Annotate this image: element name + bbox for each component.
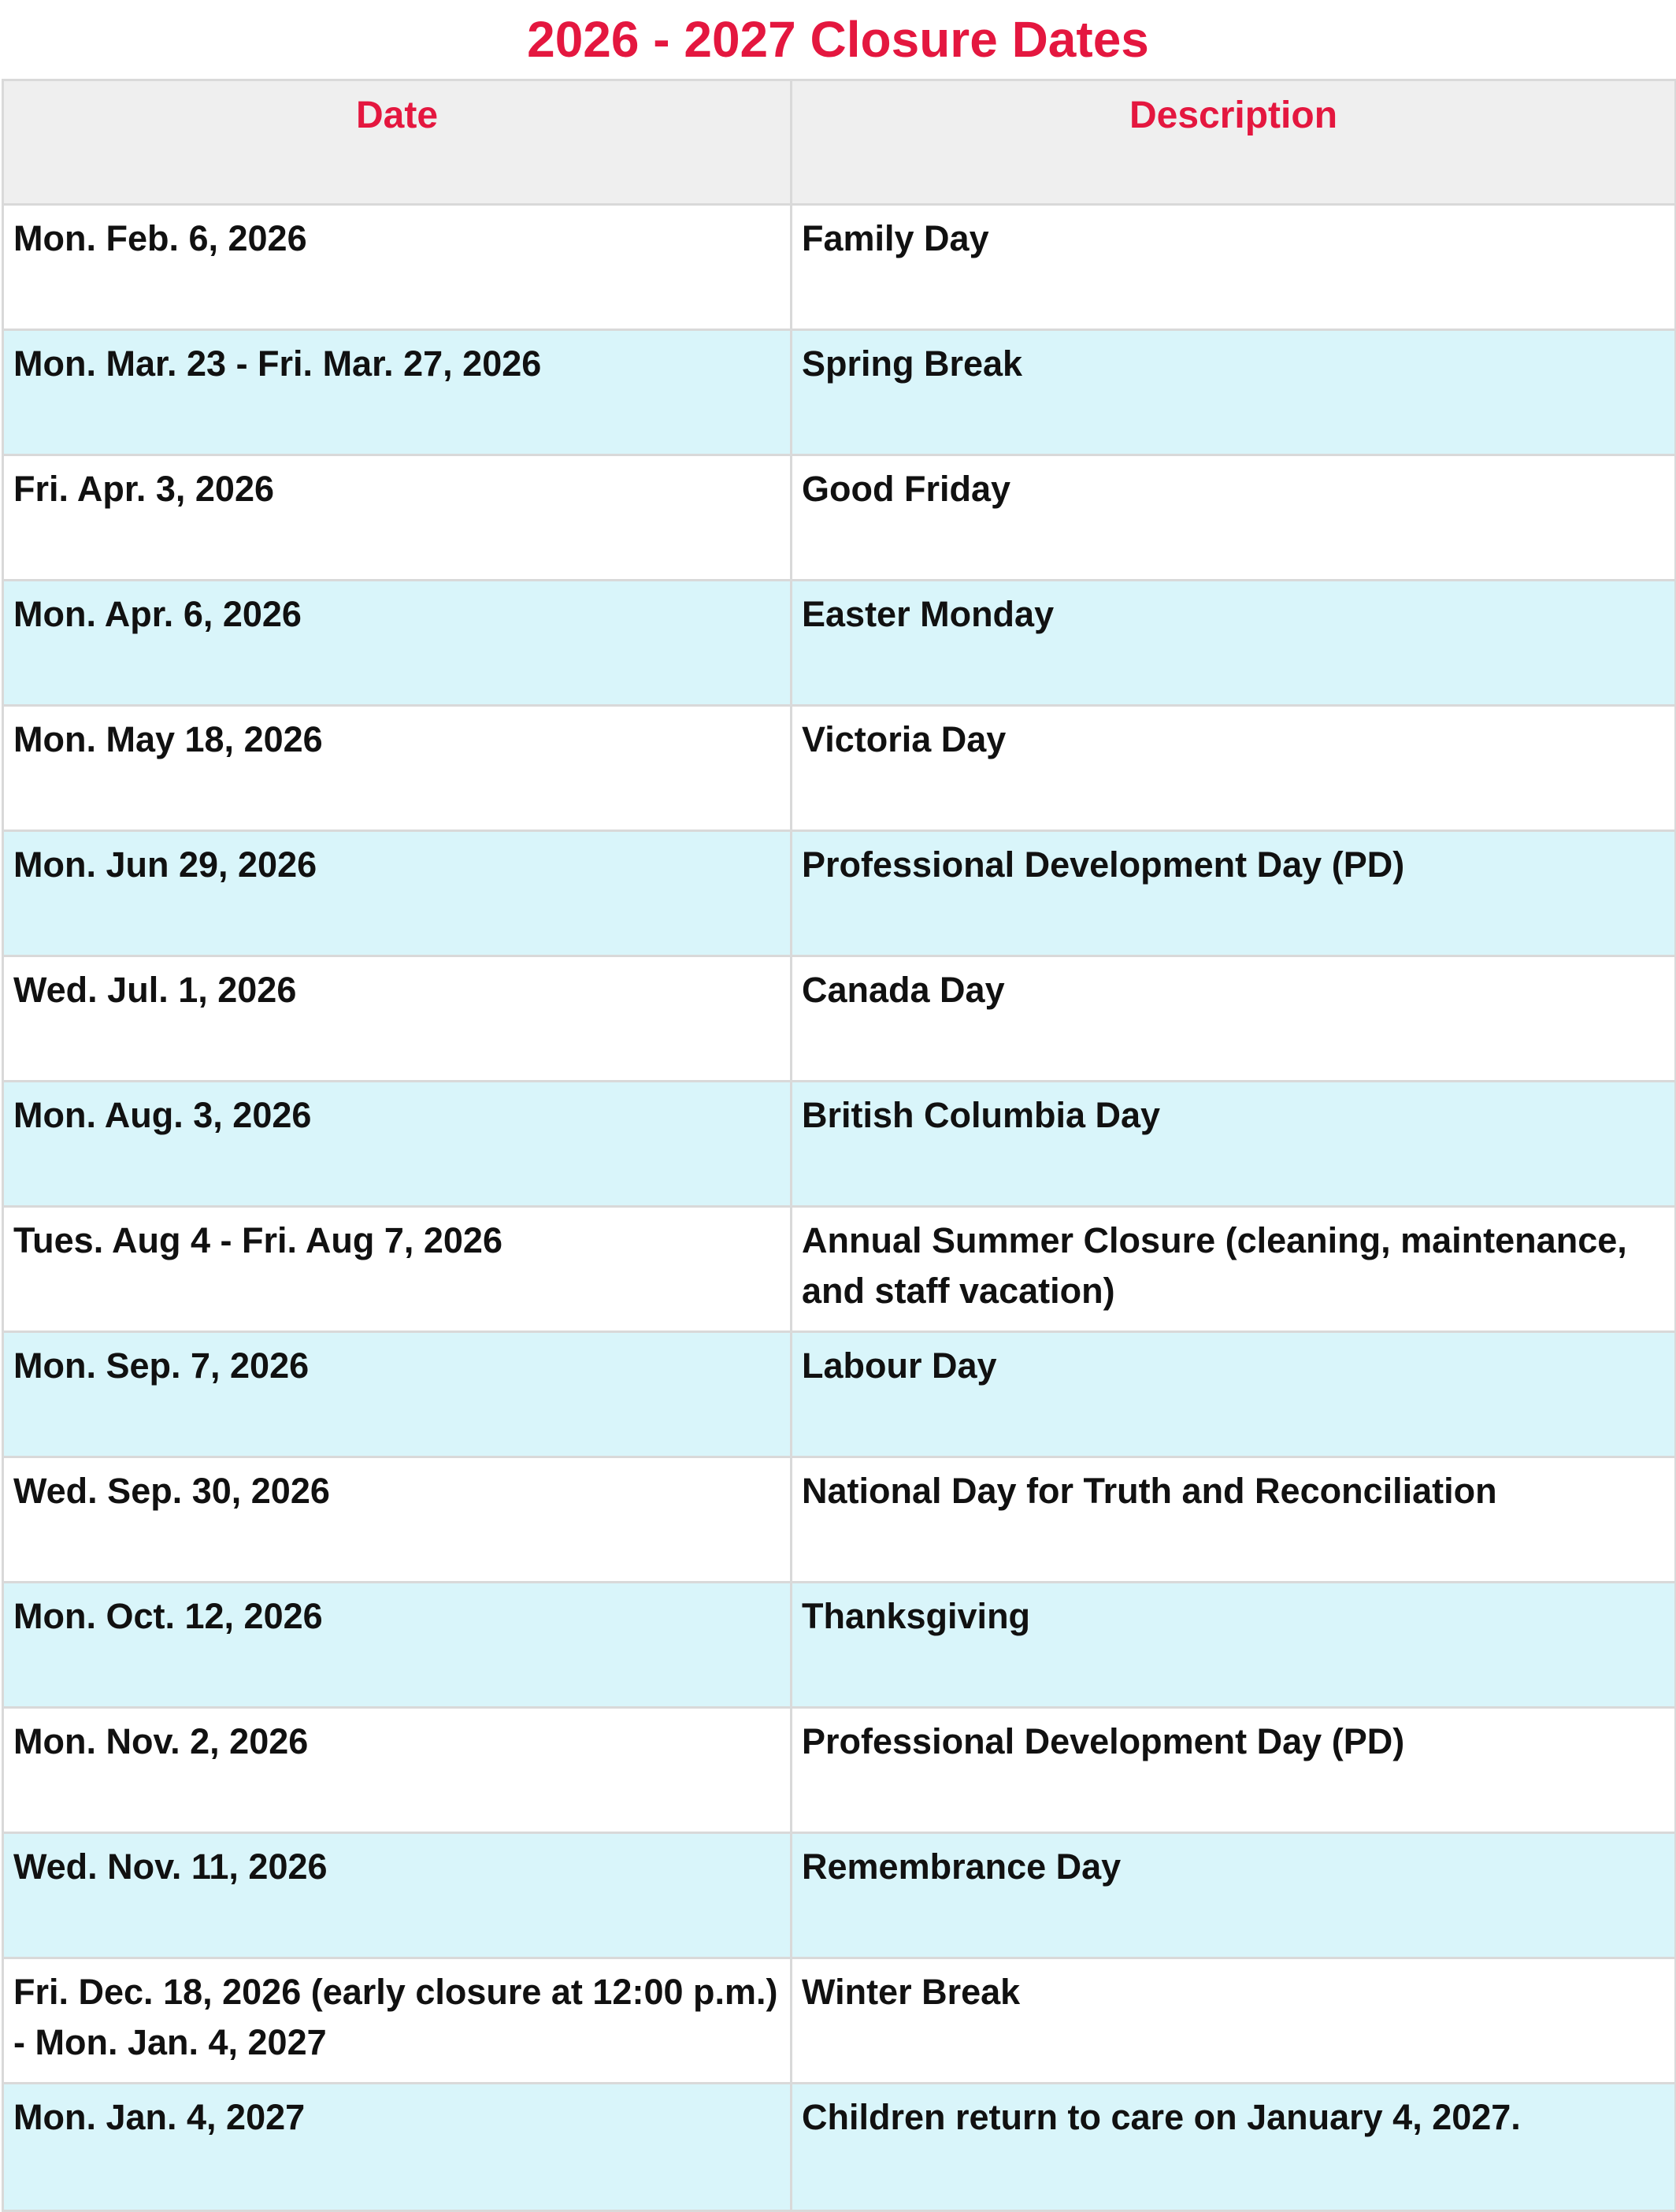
table-row [3, 1207, 1676, 1332]
date-cell: Mon. Oct. 12, 2026 [3, 1583, 792, 1708]
description-cell: Canada Day [792, 956, 1676, 1082]
date-cell: Wed. Nov. 11, 2026 [3, 1833, 792, 1958]
description-cell: National Day for Truth and Reconciliation [792, 1457, 1676, 1583]
table-row [3, 1457, 1676, 1583]
date-column-header: Date [3, 80, 792, 205]
description-cell: Labour Day [792, 1332, 1676, 1457]
date-cell: Mon. Sep. 7, 2026 [3, 1332, 792, 1457]
description-column-header: Description [792, 80, 1676, 205]
table-row [3, 956, 1676, 1082]
table-row [3, 706, 1676, 831]
description-cell: Easter Monday [792, 581, 1676, 706]
date-cell: Tues. Aug 4 - Fri. Aug 7, 2026 [3, 1207, 792, 1332]
date-cell: Mon. Mar. 23 - Fri. Mar. 27, 2026 [3, 330, 792, 455]
description-cell: Remembrance Day [792, 1833, 1676, 1958]
date-cell: Mon. May 18, 2026 [3, 706, 792, 831]
description-cell: Thanksgiving [792, 1583, 1676, 1708]
table-row [3, 1833, 1676, 1958]
table-row [3, 831, 1676, 956]
date-cell: Mon. Apr. 6, 2026 [3, 581, 792, 706]
table-row [3, 581, 1676, 706]
description-cell: Family Day [792, 205, 1676, 330]
date-cell: Wed. Sep. 30, 2026 [3, 1457, 792, 1583]
date-cell: Mon. Jan. 4, 2027 [3, 2084, 792, 2211]
table-header-row [3, 80, 1676, 205]
table-row [3, 1082, 1676, 1207]
table-row [3, 2084, 1676, 2211]
description-cell: Good Friday [792, 455, 1676, 581]
description-cell: Spring Break [792, 330, 1676, 455]
date-cell: Fri. Dec. 18, 2026 (early closure at 12:00 p.m.) - Mon. Jan. 4, 2027 [3, 1958, 792, 2084]
description-cell: Victoria Day [792, 706, 1676, 831]
page-title: 2026 - 2027 Closure Dates [527, 11, 1149, 68]
date-cell: Wed. Jul. 1, 2026 [3, 956, 792, 1082]
date-cell: Fri. Apr. 3, 2026 [3, 455, 792, 581]
description-cell: Winter Break [792, 1958, 1676, 2084]
date-cell: Mon. Nov. 2, 2026 [3, 1708, 792, 1833]
date-cell: Mon. Jun 29, 2026 [3, 831, 792, 956]
table-row [3, 1332, 1676, 1457]
description-cell: Professional Development Day (PD) [792, 831, 1676, 956]
closure-dates-table [2, 79, 1676, 2212]
date-cell: Mon. Aug. 3, 2026 [3, 1082, 792, 1207]
table-row [3, 330, 1676, 455]
description-cell: Annual Summer Closure (cleaning, maintenance, and staff vacation) [792, 1207, 1676, 1332]
table-row [3, 205, 1676, 330]
description-cell: Children return to care on January 4, 2027. [792, 2084, 1676, 2211]
description-cell: Professional Development Day (PD) [792, 1708, 1676, 1833]
table-row [3, 1583, 1676, 1708]
table-row [3, 1958, 1676, 2084]
description-cell: British Columbia Day [792, 1082, 1676, 1207]
table-row [3, 455, 1676, 581]
table-row [3, 1708, 1676, 1833]
date-cell: Mon. Feb. 6, 2026 [3, 205, 792, 330]
